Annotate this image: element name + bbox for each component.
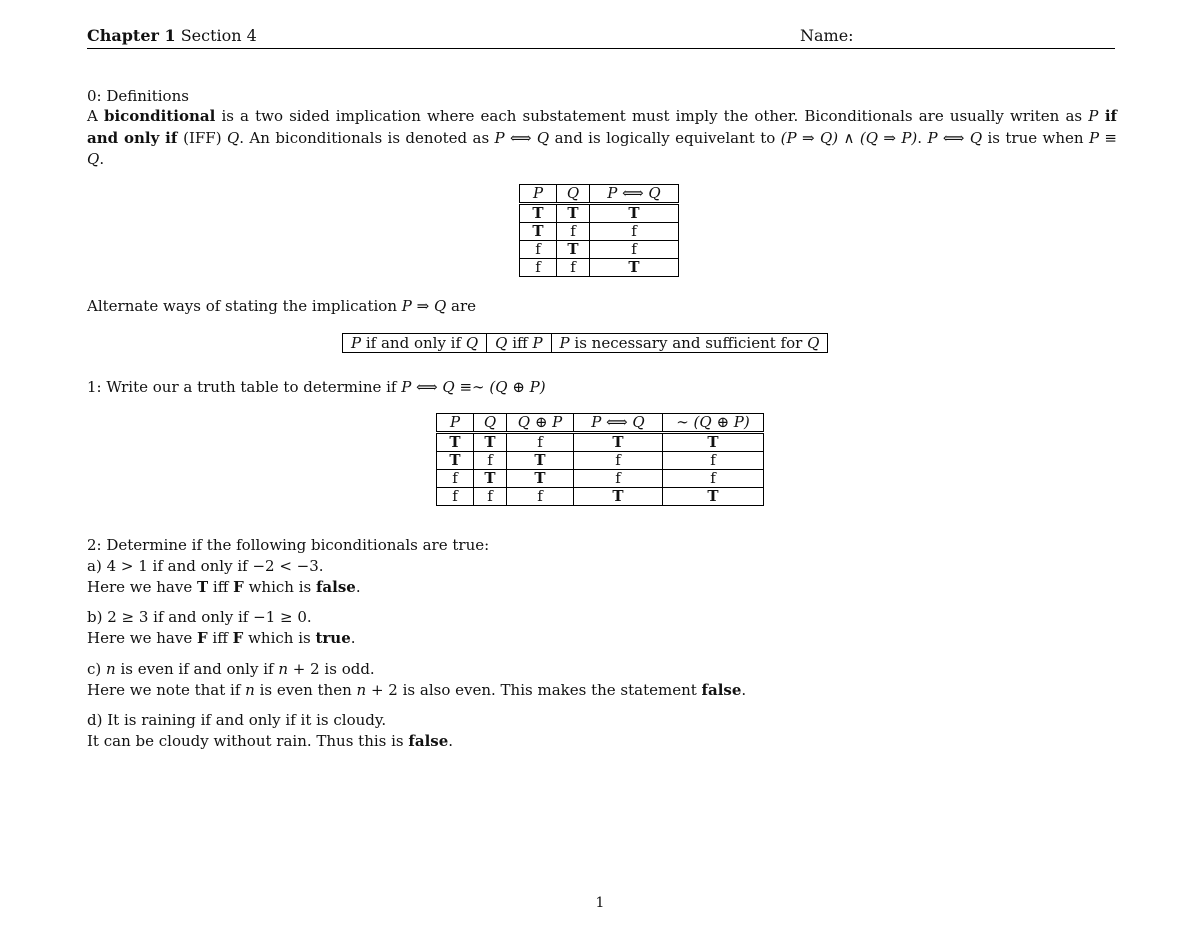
alternate-statements-table bbox=[342, 333, 828, 353]
alternate-cell bbox=[487, 334, 551, 353]
column-header: P bbox=[520, 185, 557, 204]
text: . bbox=[741, 681, 747, 699]
text: Here we have bbox=[87, 629, 197, 647]
math: n bbox=[278, 660, 289, 678]
math: Q bbox=[226, 128, 240, 147]
answer-2d bbox=[87, 731, 453, 751]
table-cell: T bbox=[520, 204, 557, 223]
table-row bbox=[520, 204, 679, 223]
text: A bbox=[87, 107, 104, 125]
table-cell: f bbox=[590, 223, 679, 241]
table-cell: T bbox=[574, 488, 663, 506]
name-label: Name: bbox=[800, 26, 854, 45]
table-cell: T bbox=[437, 433, 474, 452]
text: . bbox=[99, 150, 105, 168]
question-2b: b) 2 ≥ 3 if and only if −1 ≥ 0. bbox=[87, 608, 312, 626]
definitions-paragraph bbox=[87, 106, 1117, 171]
text: if and only if bbox=[361, 334, 466, 352]
question-2a: a) 4 > 1 if and only if −2 < −3. bbox=[87, 557, 324, 575]
text: which is bbox=[243, 578, 316, 596]
bold: F bbox=[196, 629, 208, 647]
math: n bbox=[245, 681, 255, 699]
text: iff bbox=[207, 629, 233, 647]
result: false bbox=[315, 578, 356, 596]
math: P bbox=[559, 334, 570, 352]
definitions-heading: 0: Definitions bbox=[87, 87, 189, 105]
text: is a two sided implication where each substatement must imply the other. Biconditionals are usually writen as bbox=[215, 107, 1089, 125]
text: (IFF) bbox=[183, 128, 227, 147]
column-header: P bbox=[437, 414, 474, 433]
text: Here we note that if bbox=[87, 681, 246, 699]
column-header: ∼ (Q ⊕ P) bbox=[663, 414, 764, 433]
text: + 2 is also even. This makes the statement bbox=[366, 681, 702, 699]
math: P ⟺ Q ≡∼ (Q ⊕ P) bbox=[401, 378, 546, 396]
answer-2b bbox=[87, 628, 356, 648]
bold: T bbox=[196, 578, 209, 596]
text: iff bbox=[208, 578, 234, 596]
question-2d: d) It is raining if and only if it is cloudy. bbox=[87, 711, 387, 729]
table-cell: f bbox=[507, 488, 574, 506]
math: n bbox=[356, 681, 367, 699]
answer-2c bbox=[87, 680, 746, 700]
table-cell: T bbox=[507, 470, 574, 488]
table-cell: f bbox=[557, 259, 590, 277]
result: false bbox=[408, 732, 449, 750]
table-row bbox=[437, 488, 764, 506]
table-row bbox=[520, 259, 679, 277]
table-cell: f bbox=[557, 223, 590, 241]
alternate-cell bbox=[343, 334, 487, 353]
table-cell: f bbox=[520, 241, 557, 259]
math: Q bbox=[495, 334, 508, 352]
table-row bbox=[520, 223, 679, 241]
math: (P ⇒ Q) ∧ (Q ⇒ P) bbox=[780, 128, 918, 147]
page-header bbox=[87, 26, 1115, 49]
math: P ⟺ Q bbox=[494, 128, 550, 147]
table-cell: f bbox=[663, 452, 764, 470]
bold: F bbox=[233, 578, 244, 596]
text: . bbox=[355, 578, 361, 596]
text: Alternate ways of stating the implication bbox=[87, 297, 402, 315]
table-header-row bbox=[437, 414, 764, 433]
math: P ≡ Q bbox=[87, 128, 1118, 168]
text: is even if and only if bbox=[115, 660, 279, 678]
table-cell: f bbox=[574, 470, 663, 488]
result: true bbox=[315, 629, 351, 647]
table-row bbox=[437, 452, 764, 470]
chapter-label: Chapter 1 bbox=[87, 26, 176, 45]
text: and is logically equivelant to bbox=[549, 128, 781, 147]
text: is even then bbox=[254, 681, 357, 699]
text: . bbox=[917, 128, 928, 147]
math: n bbox=[106, 660, 116, 678]
table-cell: f bbox=[507, 433, 574, 452]
table-cell: f bbox=[590, 241, 679, 259]
math: P bbox=[1088, 107, 1099, 125]
page-number: 1 bbox=[595, 895, 605, 911]
math: Q bbox=[465, 334, 479, 352]
table-cell: T bbox=[590, 259, 679, 277]
table-cell: f bbox=[574, 452, 663, 470]
table-cell: f bbox=[474, 452, 507, 470]
text: is necessary and sufficient for bbox=[569, 334, 808, 352]
text: c) bbox=[87, 660, 107, 678]
table-cell: T bbox=[557, 204, 590, 223]
table-cell: f bbox=[520, 259, 557, 277]
term-iff: if and only if bbox=[87, 107, 1118, 147]
text: 1: Write our a truth table to determine if bbox=[87, 378, 402, 396]
biconditional-truth-table bbox=[519, 184, 679, 277]
math: P bbox=[532, 334, 543, 352]
table-cell: T bbox=[663, 488, 764, 506]
result: false bbox=[701, 681, 742, 699]
alternate-cell bbox=[551, 334, 828, 353]
table-row bbox=[520, 241, 679, 259]
text: is true when bbox=[982, 128, 1089, 147]
text: + 2 is odd. bbox=[288, 660, 375, 678]
term-biconditional: biconditional bbox=[103, 107, 216, 125]
column-header: P ⟺ Q bbox=[590, 185, 679, 204]
text: . An biconditionals is denoted as bbox=[239, 128, 495, 147]
table-row bbox=[437, 470, 764, 488]
question-1 bbox=[87, 377, 546, 397]
text: which is bbox=[243, 629, 316, 647]
table-cell: T bbox=[437, 452, 474, 470]
table-cell: T bbox=[590, 204, 679, 223]
table-cell: f bbox=[437, 470, 474, 488]
text: . bbox=[350, 629, 356, 647]
alternate-intro bbox=[87, 296, 476, 316]
table-cell: f bbox=[437, 488, 474, 506]
table-cell: f bbox=[663, 470, 764, 488]
table-cell: T bbox=[474, 470, 507, 488]
table-cell: T bbox=[663, 433, 764, 452]
math: Q bbox=[807, 334, 820, 352]
math: P bbox=[351, 334, 362, 352]
column-header: P ⟺ Q bbox=[574, 414, 663, 433]
bold: F bbox=[232, 629, 244, 647]
answer-2a bbox=[87, 577, 361, 597]
text: are bbox=[446, 297, 477, 315]
text: It can be cloudy without rain. Thus this is bbox=[87, 732, 409, 750]
table-cell: f bbox=[474, 488, 507, 506]
column-header: Q bbox=[557, 185, 590, 204]
text: Here we have bbox=[87, 578, 197, 596]
text: . bbox=[448, 732, 454, 750]
table-cell: T bbox=[474, 433, 507, 452]
table-row bbox=[437, 433, 764, 452]
section-label: Section 4 bbox=[180, 26, 257, 45]
table-row bbox=[343, 334, 828, 353]
math: P ⇒ Q bbox=[401, 297, 447, 315]
header-chapter bbox=[87, 26, 257, 45]
table-cell: T bbox=[507, 452, 574, 470]
table-header-row bbox=[520, 185, 679, 204]
text: iff bbox=[507, 334, 533, 352]
table-cell: T bbox=[557, 241, 590, 259]
table-cell: T bbox=[574, 433, 663, 452]
table-cell: T bbox=[520, 223, 557, 241]
column-header: Q ⊕ P bbox=[507, 414, 574, 433]
math: P ⟺ Q bbox=[927, 128, 983, 147]
question-2-heading: 2: Determine if the following biconditionals are true: bbox=[87, 536, 490, 554]
xor-truth-table bbox=[436, 413, 764, 506]
column-header: Q bbox=[474, 414, 507, 433]
question-2c bbox=[87, 659, 375, 679]
